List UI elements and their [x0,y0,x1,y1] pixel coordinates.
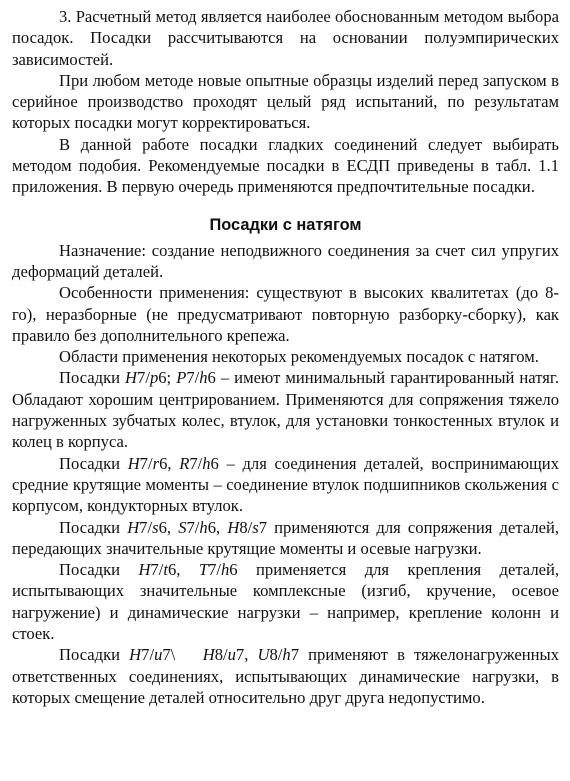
paragraph-features: Особенности применения: существуют в высоких квалитетах (до 8-го), неразборные (не предусматривают повторную разборку-сборку), как правило без дополнительного крепежа. [12,283,559,345]
paragraph-application-areas: Области применения некоторых рекомендуемых посадок с натягом. [59,347,539,367]
paragraph-fit-s6: Посадки H7/s6, S7/h6, H8/s7 применяются для сопряжения деталей, передающих значительные крутящие моменты и осевые нагрузки. [12,517,560,558]
paragraph-purpose: Назначение: создание неподвижного соединения за счет сил упругих деформаций деталей. [12,240,559,281]
paragraph-similarity-method: В данной работе посадки гладких соединений следует выбирать методом подобия. Рекомендуемые посадки в ЕСДП приведены в табл. 1.1 приложения. В первую очередь применяются предпочтительные посадки. [12,134,559,197]
paragraph-fit-u7: Посадки H7/u7\ H8/u7, U8/h7 применяют в тяжелонагруженных ответственных соединениях, испытывающих динамические нагрузки, в которых смещение деталей относительно друг друга недопустимо. [12,645,564,707]
paragraph-fit-p6: Посадки H7/p6; P7/h6 – имеют минимальный гарантированный натяг. Обладают хорошим центрированием. Применяются для сопряжения тяжело нагруженных зубчатых колес, втулок, для установки тонкостенных втулок и колец в корпуса. [12,368,559,452]
paragraph-fit-r6: Посадки H7/r6, R7/h6 – для соединения деталей, воспринимающих средние крутящие моменты – соединение втулок подшипников скольжения с корпусом, кондукторных втулок. [12,453,559,516]
paragraph-calculation-method: 3. Расчетный метод является наиболее обоснованным методом выбора посадок. Посадки рассчитываются на основании полуэмпирических зависимостей. [12,7,559,69]
paragraph-fit-t6: Посадки H7/t6, T7/h6 применяется для крепления деталей, испытывающих значительные комплексные (изгиб, кручение, осевое нагружение) и динамические нагрузки – например, крепление колонн и стоек. [12,560,559,644]
paragraph-testing: При любом методе новые опытные образцы изделий перед запуском в серийное производство проходят целый ряд испытаний, по результатам которых посадки могут корректироваться. [12,70,559,133]
section-heading: Посадки с натягом [209,215,362,234]
